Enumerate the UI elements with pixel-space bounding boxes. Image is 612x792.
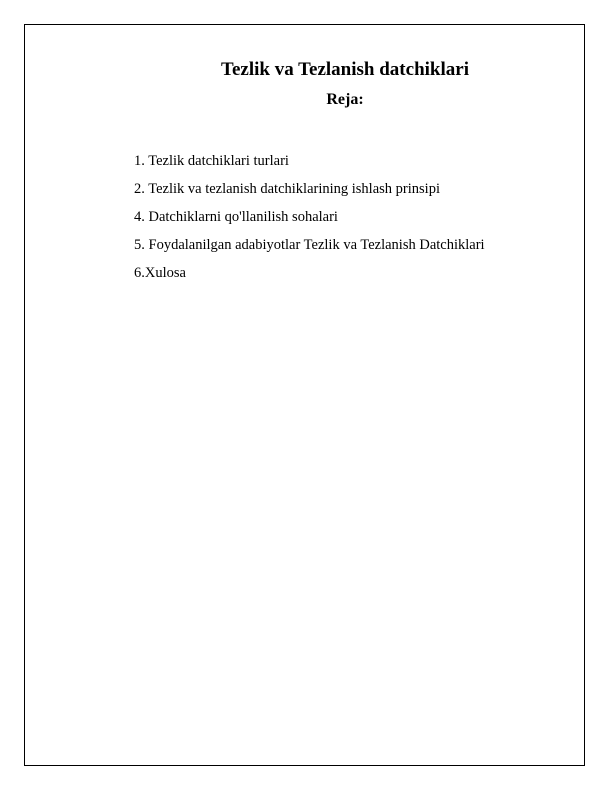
document-title: Tezlik va Tezlanish datchiklari: [221, 59, 469, 80]
page-border: [24, 24, 585, 766]
plan-item: 1. Tezlik datchiklari turlari: [134, 153, 289, 169]
plan-item: 6.Xulosa: [134, 265, 186, 281]
plan-item: 5. Foydalanilgan adabiyotlar Tezlik va Tezlanish Datchiklari: [134, 237, 485, 253]
plan-item: 4. Datchiklarni qo'llanilish sohalari: [134, 209, 338, 225]
plan-list: [134, 147, 485, 287]
plan-item: 2. Tezlik va tezlanish datchiklarining ishlash prinsipi: [134, 181, 440, 197]
plan-heading: Reja:: [326, 91, 364, 108]
